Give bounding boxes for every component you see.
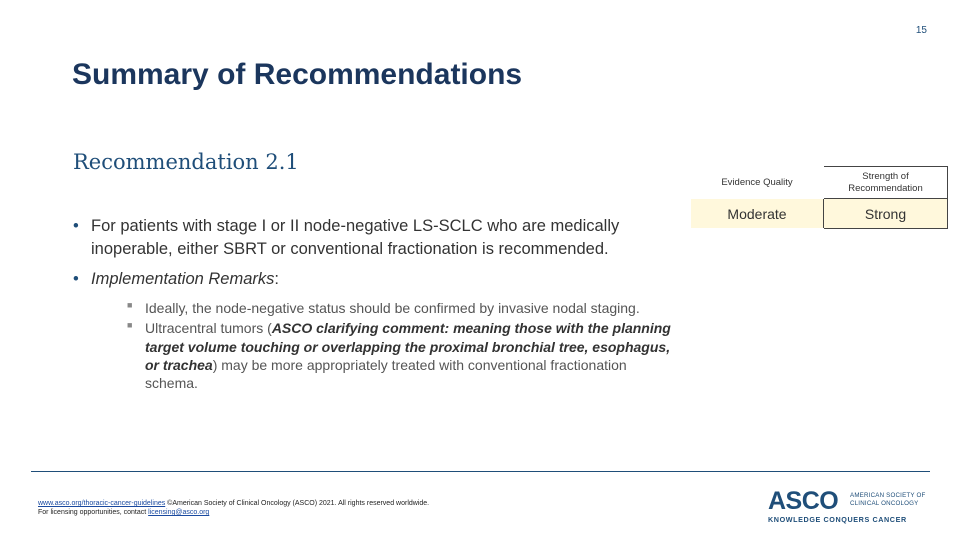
square-bullet-icon: ■ (127, 300, 133, 311)
footer-line-1 (38, 499, 429, 508)
society-line-2: CLINICAL ONCOLOGY (850, 499, 919, 507)
implementation-colon: : (274, 269, 279, 288)
copyright-text: ©American Society of Clinical Oncology (ASCO) 2021. All rights reserved worldwide. (165, 500, 430, 507)
footer-divider (31, 471, 930, 472)
footer-line-2 (38, 508, 429, 517)
strength-header: Strength of Recommendation (824, 167, 948, 199)
slide-title: Summary of Recommendations (72, 58, 523, 91)
society-line-1: AMERICAN SOCIETY OF (850, 492, 926, 499)
strength-value: Strong (824, 199, 948, 229)
asco-tagline: KNOWLEDGE CONQUERS CANCER (768, 515, 907, 524)
recommendation-body (73, 215, 673, 398)
bullet-icon: • (73, 269, 79, 288)
evidence-table (690, 166, 948, 229)
evidence-quality-header: Evidence Quality (691, 167, 824, 199)
remark-text-suffix: ) may be more appropriately treated with conventional fractionation schema. (145, 356, 627, 392)
remark-text-prefix: Ultracentral tumors ( (145, 320, 272, 337)
evidence-table-row (691, 199, 948, 229)
evidence-table-header-row (691, 167, 948, 199)
remark-text: Ideally, the node-negative status should be confirmed by invasive nodal staging. (145, 300, 640, 317)
guidelines-link[interactable]: www.asco.org/thoracic-cancer-guidelines (38, 500, 166, 507)
implementation-label: Implementation Remarks (91, 269, 275, 288)
implementation-remarks-list (91, 299, 673, 392)
licensing-text: For licensing opportunities, contact (38, 509, 149, 517)
recommendation-bullet (73, 215, 673, 262)
asco-society-name (850, 492, 926, 508)
recommendation-heading: Recommendation 2.1 (73, 150, 299, 174)
remark-item (127, 299, 673, 317)
asco-logo (768, 489, 930, 525)
footer-copyright (38, 499, 429, 518)
square-bullet-icon: ■ (127, 320, 133, 331)
evidence-quality-value: Moderate (691, 199, 824, 229)
page-number: 15 (915, 25, 927, 36)
asco-wordmark: ASCO (768, 487, 839, 515)
licensing-email-link[interactable]: licensing@asco.org (148, 509, 210, 517)
remark-item (127, 319, 673, 392)
clarifying-comment: ASCO clarifying comment: meaning those with the planning target volume touching or overlapping the proximal bronchial tree, esophagus, or trachea (145, 320, 671, 373)
implementation-bullet (73, 268, 673, 392)
bullet-icon: • (73, 217, 79, 235)
recommendation-text: For patients with stage I or II node-negative LS-SCLC who are medically inoperable, either SBRT or conventional fractionation is recommended. (91, 217, 620, 259)
